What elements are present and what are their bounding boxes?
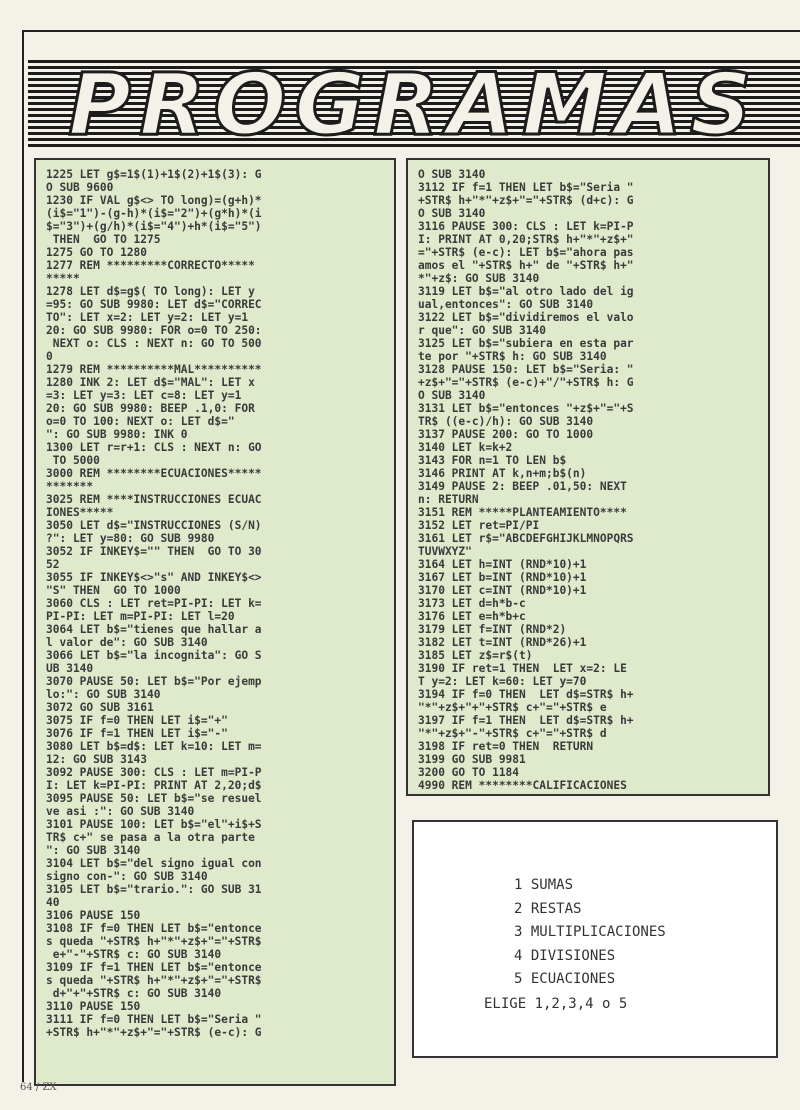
code-line: TO": LET x=2: LET y=2: LET y=1 xyxy=(46,311,249,324)
code-line: PI-PI: LET m=PI-PI: LET l=20 xyxy=(46,610,235,623)
code-line: 3101 PAUSE 100: LET b$="el"+i$+S xyxy=(46,818,262,831)
code-line: 3108 IF f=0 THEN LET b$="entonce xyxy=(46,922,262,935)
code-line: ": GO SUB 9980: INK 0 xyxy=(46,428,188,441)
code-line: 3185 LET z$=r$(t) xyxy=(418,649,533,662)
code-line: 3095 PAUSE 50: LET b$="se resuel xyxy=(46,792,262,805)
code-line: O SUB 3140 xyxy=(418,168,486,181)
code-line: 3106 PAUSE 150 xyxy=(46,909,141,922)
code-line: UB 3140 xyxy=(46,662,94,675)
code-line: 3140 LET k=k+2 xyxy=(418,441,513,454)
code-line: 3052 IF INKEY$="" THEN GO TO 30 xyxy=(46,545,262,558)
code-line: l valor de": GO SUB 3140 xyxy=(46,636,208,649)
code-line: ="+STR$ (e-c): LET b$="ahora pas xyxy=(418,246,634,259)
code-line: 1277 REM *********CORRECTO***** xyxy=(46,259,255,272)
code-line: 3194 IF f=0 THEN LET d$=STR$ h+ xyxy=(418,688,634,701)
code-line: 3110 PAUSE 150 xyxy=(46,1000,141,1013)
code-line: 52 xyxy=(46,558,60,571)
code-line: r que": GO SUB 3140 xyxy=(418,324,546,337)
code-line: 3137 PAUSE 200: GO TO 1000 xyxy=(418,428,594,441)
code-line: 3092 PAUSE 300: CLS : LET m=PI-P xyxy=(46,766,262,779)
code-line: lo:": GO SUB 3140 xyxy=(46,688,161,701)
menu-item-ecuaciones: 5 ECUACIONES xyxy=(514,971,616,987)
code-line: 3152 LET ret=PI/PI xyxy=(418,519,540,532)
code-line: s queda "+STR$ h+"*"+z$+"="+STR$ xyxy=(46,974,262,987)
code-line: 3149 PAUSE 2: BEEP .01,50: NEXT xyxy=(418,480,627,493)
code-line: 3198 IF ret=0 THEN RETURN xyxy=(418,740,594,753)
code-line: THEN GO TO 1275 xyxy=(46,233,161,246)
code-line: 3190 IF ret=1 THEN LET x=2: LE xyxy=(418,662,627,675)
code-line: 3070 PAUSE 50: LET b$="Por ejemp xyxy=(46,675,262,688)
code-line: 1275 GO TO 1280 xyxy=(46,246,148,259)
code-line: 3055 IF INKEY$<>"s" AND INKEY$<> xyxy=(46,571,262,584)
code-line: O SUB 3140 xyxy=(418,207,486,220)
menu-item-restas: 2 RESTAS xyxy=(514,900,582,917)
code-line: 20: GO SUB 9980: FOR o=0 TO 250: xyxy=(46,324,262,337)
code-line: 3025 REM ****INSTRUCCIONES ECUAC xyxy=(46,493,262,506)
code-line: signo con-": GO SUB 3140 xyxy=(46,870,208,883)
code-line: 1279 REM **********MAL********** xyxy=(46,363,262,376)
code-line: 1278 LET d$=g$( TO long): LET y xyxy=(46,285,255,298)
code-line: ve asi :": GO SUB 3140 xyxy=(46,805,195,818)
frame-left-rule xyxy=(22,30,24,1082)
code-line: TR$ c+" se pasa a la otra parte xyxy=(46,831,255,844)
code-line: ***** xyxy=(46,272,80,285)
code-line: o=0 TO 100: NEXT o: LET d$=" xyxy=(46,415,235,428)
menu-item-multiplicaciones: 3 MULTIPLICACIONES xyxy=(514,924,666,940)
code-line: 3161 LET r$="ABCDEFGHIJKLMNOPQRS xyxy=(418,532,634,545)
section-banner xyxy=(28,60,800,150)
code-line: *"+z$: GO SUB 3140 xyxy=(418,272,540,285)
code-line: ******* xyxy=(46,480,94,493)
code-line: 3111 IF f=0 THEN LET b$="Seria " xyxy=(46,1013,262,1026)
frame-top-rule xyxy=(22,30,800,32)
code-line: "*"+z$+"+"+STR$ c+"="+STR$ e xyxy=(418,701,607,714)
code-line: 3050 LET d$="INSTRUCCIONES (S/N) xyxy=(46,519,262,532)
code-line: 3109 IF f=1 THEN LET b$="entonce xyxy=(46,961,262,974)
code-line: 1225 LET g$=1$(1)+1$(2)+1$(3): G xyxy=(46,168,262,181)
code-line: 3104 LET b$="del signo igual con xyxy=(46,857,262,870)
code-line: ?": LET y=80: GO SUB 9980 xyxy=(46,532,215,545)
code-line: +STR$ h+"*"+z$+"="+STR$ (e-c): G xyxy=(46,1026,262,1039)
code-line: 3000 REM ********ECUACIONES***** xyxy=(46,467,262,480)
code-line: 3170 LET c=INT (RND*10)+1 xyxy=(418,584,587,597)
code-line: +STR$ h+"*"+z$+"="+STR$ (d+c): G xyxy=(418,194,634,207)
code-line: 3179 LET f=INT (RND*2) xyxy=(418,623,567,636)
code-listing-right xyxy=(406,158,770,796)
code-line: 3200 GO TO 1184 xyxy=(418,766,520,779)
code-line: NEXT o: CLS : NEXT n: GO TO 500 xyxy=(46,337,262,350)
code-line: (i$="1")-(g-h)*(i$="2")+(g*h)*(i xyxy=(46,207,262,220)
code-line: e+"-"+STR$ c: GO SUB 3140 xyxy=(46,948,222,961)
code-line: amos el "+STR$ h+" de "+STR$ h+" xyxy=(418,259,634,272)
code-line: s queda "+STR$ h+"*"+z$+"="+STR$ xyxy=(46,935,262,948)
code-line: 3131 LET b$="entonces "+z$+"="+S xyxy=(418,402,634,415)
code-line: 3197 IF f=1 THEN LET d$=STR$ h+ xyxy=(418,714,634,727)
code-line: te por "+STR$ h: GO SUB 3140 xyxy=(418,350,607,363)
code-line: 0 xyxy=(46,350,53,363)
code-line: 3173 LET d=h*b-c xyxy=(418,597,526,610)
code-line: 40 xyxy=(46,896,60,909)
code-listing-left xyxy=(34,158,396,1086)
banner-title: PROGRAMAS xyxy=(68,60,760,150)
code-line: 3076 IF f=1 THEN LET i$="-" xyxy=(46,727,228,740)
code-line: n: RETURN xyxy=(418,493,479,506)
menu-list xyxy=(514,874,666,992)
code-line: +z$+"="+STR$ (e-c)+"/"+STR$ h: G xyxy=(418,376,634,389)
code-line: TR$ ((e-c)/h): GO SUB 3140 xyxy=(418,415,594,428)
code-line: 1230 IF VAL g$<> TO long)=(g+h)* xyxy=(46,194,262,207)
menu-item-sumas: 1 SUMAS xyxy=(514,877,574,893)
code-line: 3146 PRINT AT k,n+m;b$(n) xyxy=(418,467,587,480)
menu-item-divisiones: 4 DIVISIONES xyxy=(514,947,616,964)
code-line: I: LET k=PI-PI: PRINT AT 2,20;d$ xyxy=(46,779,262,792)
code-line: $="3")+(g/h)*(i$="4")+h*(i$="5") xyxy=(46,220,262,233)
page-number: 64 / ZX xyxy=(20,1082,57,1093)
code-line: T y=2: LET k=60: LET y=70 xyxy=(418,675,587,688)
code-line: 3116 PAUSE 300: CLS : LET k=PI-P xyxy=(418,220,634,233)
code-line: 3164 LET h=INT (RND*10)+1 xyxy=(418,558,587,571)
code-line: 3143 FOR n=1 TO LEN b$ xyxy=(418,454,567,467)
code-line: 3075 IF f=0 THEN LET i$="+" xyxy=(46,714,228,727)
program-menu-screen xyxy=(412,820,778,1058)
code-line: 3122 LET b$="dividiremos el valo xyxy=(418,311,634,324)
code-line: TO 5000 xyxy=(46,454,100,467)
code-line: 3066 LET b$="la incognita": GO S xyxy=(46,649,262,662)
code-line: =3: LET y=3: LET c=8: LET y=1 xyxy=(46,389,242,402)
code-line: 3080 LET b$=d$: LET k=10: LET m= xyxy=(46,740,262,753)
code-line: O SUB 3140 xyxy=(418,389,486,402)
code-line: =95: GO SUB 9980: LET d$="CORREC xyxy=(46,298,262,311)
menu-prompt: ELIGE 1,2,3,4 o 5 xyxy=(484,996,628,1012)
code-line: 12: GO SUB 3143 xyxy=(46,753,148,766)
code-line: 3125 LET b$="subiera en esta par xyxy=(418,337,634,350)
code-line: "S" THEN GO TO 1000 xyxy=(46,584,181,597)
code-line: 3072 GO SUB 3161 xyxy=(46,701,154,714)
code-line: 4990 REM ********CALIFICACIONES xyxy=(418,779,627,792)
code-line: d+"+"+STR$ c: GO SUB 3140 xyxy=(46,987,222,1000)
code-line: ual,entonces": GO SUB 3140 xyxy=(418,298,594,311)
code-line: 3167 LET b=INT (RND*10)+1 xyxy=(418,571,587,584)
code-line: 3064 LET b$="tienes que hallar a xyxy=(46,623,262,636)
code-line: I: PRINT AT 0,20;STR$ h+"*"+z$+" xyxy=(418,233,634,246)
code-line: 1300 LET r=r+1: CLS : NEXT n: GO xyxy=(46,441,262,454)
code-line: 3105 LET b$="trario.": GO SUB 31 xyxy=(46,883,262,896)
code-line: 3199 GO SUB 9981 xyxy=(418,753,526,766)
code-line: "*"+z$+"-"+STR$ c+"="+STR$ d xyxy=(418,727,607,740)
code-line: IONES***** xyxy=(46,506,114,519)
code-line: TUVWXYZ" xyxy=(418,545,472,558)
code-line: 3112 IF f=1 THEN LET b$="Seria " xyxy=(418,181,634,194)
code-line: 3060 CLS : LET ret=PI-PI: LET k= xyxy=(46,597,262,610)
code-line: ": GO SUB 3140 xyxy=(46,844,141,857)
code-line: 3119 LET b$="al otro lado del ig xyxy=(418,285,634,298)
code-line: 3128 PAUSE 150: LET b$="Seria: " xyxy=(418,363,634,376)
code-line: O SUB 9600 xyxy=(46,181,114,194)
code-line: 3182 LET t=INT (RND*26)+1 xyxy=(418,636,587,649)
code-line: 20: GO SUB 9980: BEEP .1,0: FOR xyxy=(46,402,255,415)
code-line: 3151 REM *****PLANTEAMIENTO**** xyxy=(418,506,627,519)
code-line: 1280 INK 2: LET d$="MAL": LET x xyxy=(46,376,255,389)
code-line: 3176 LET e=h*b+c xyxy=(418,610,526,623)
